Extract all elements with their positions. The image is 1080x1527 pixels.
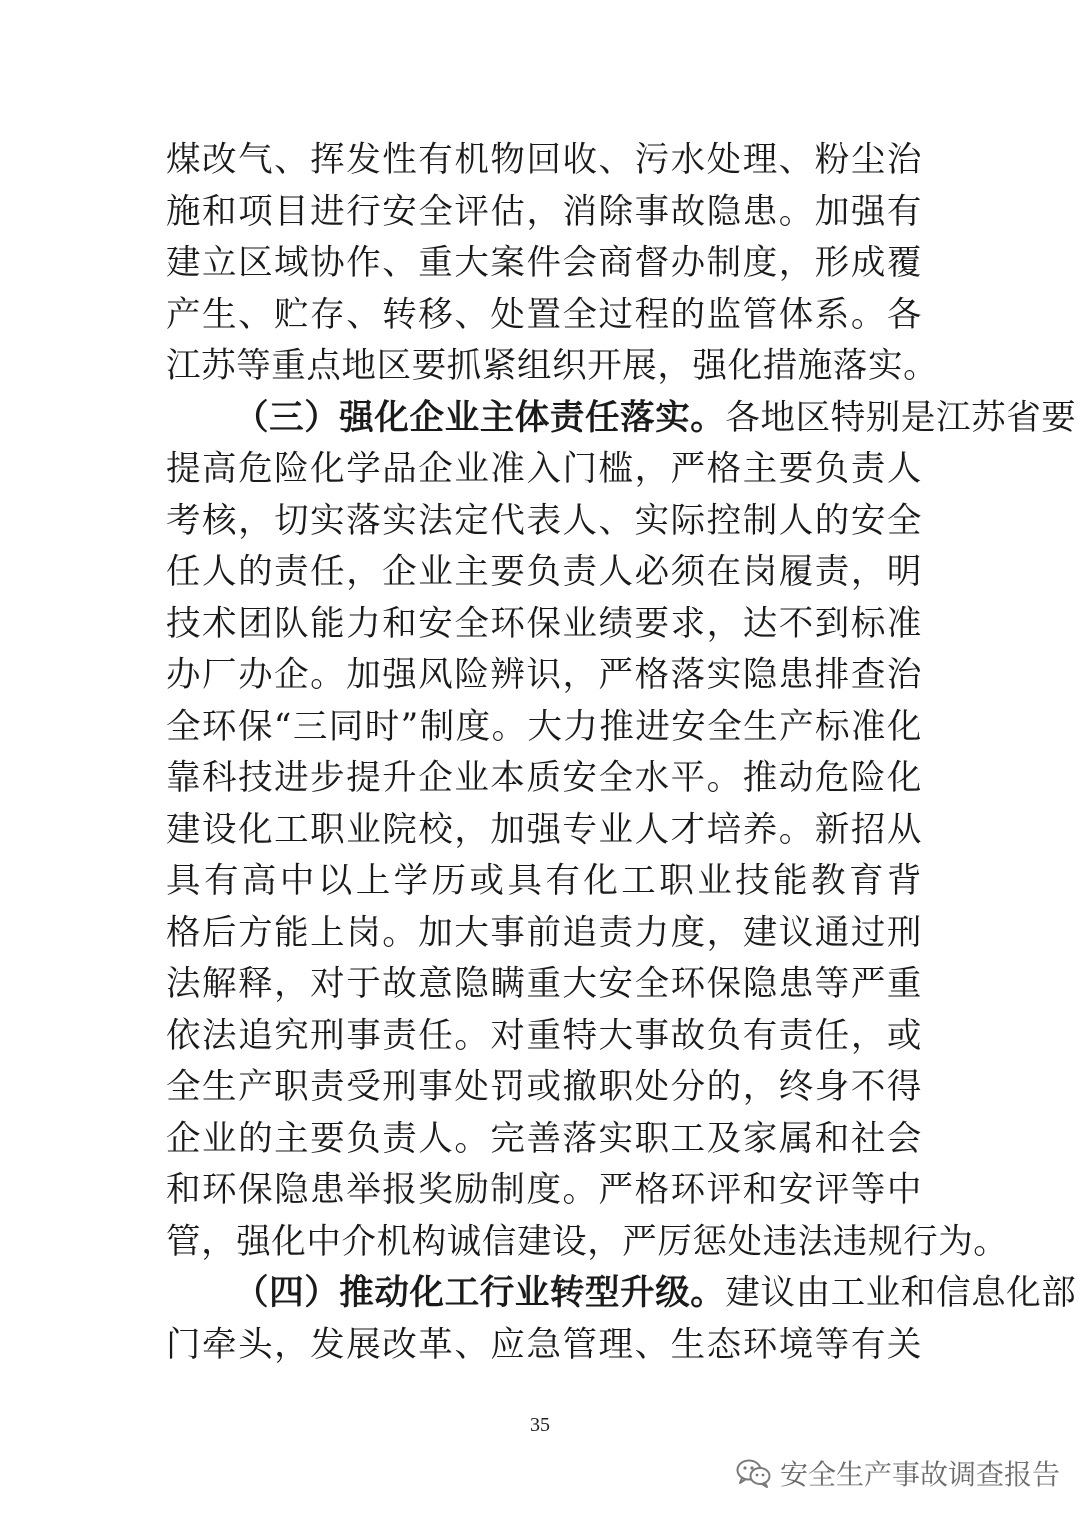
text-line: 法解释，对于故意隐瞒重大安全环保隐患等严重 xyxy=(166,964,922,1004)
section-3-heading: （三）强化企业主体责任落实。 xyxy=(234,397,726,438)
section-3-first-line xyxy=(166,393,1077,445)
text-line: 办厂办企。加强风险辨识，严格落实隐患排查治 xyxy=(166,655,922,695)
text-line: 建立区域协作、重大案件会商督办制度，形成覆 xyxy=(166,243,922,283)
text-line: 依法追究刑事责任。对重特大事故负有责任，或 xyxy=(166,1015,922,1056)
section-3-first-line-text: 各地区特别是江苏省要 xyxy=(725,397,1077,438)
text-line: 施和项目进行安全评估，消除事故隐患。加强有 xyxy=(166,191,922,232)
text-line: 技术团队能力和安全环保业绩要求，达不到标准 xyxy=(166,603,922,644)
watermark xyxy=(736,1448,1060,1498)
text-line: 建设化工职业院校，加强专业人才培养。新招从 xyxy=(166,809,922,850)
text-line: 管，强化中介机构诚信建设，严厉惩处违法违规行为。 xyxy=(166,1221,1009,1262)
text-line: 任人的责任，企业主要负责人必须在岗履责，明 xyxy=(166,552,922,592)
section-4-first-line-text: 建议由工业和信息化部 xyxy=(725,1273,1077,1313)
text-line: 江苏等重点地区要抓紧组织开展，强化措施落实。 xyxy=(166,346,939,386)
text-line: 和环保隐患举报奖励制度。严格环评和安评等中 xyxy=(166,1170,922,1210)
wechat-icon xyxy=(736,1458,772,1488)
page-number: 35 xyxy=(530,1414,550,1436)
section-4-first-line xyxy=(166,1268,1077,1320)
text-line: 企业的主要负责人。完善落实职工及家属和社会 xyxy=(166,1118,922,1159)
text-line: 煤改气、挥发性有机物回收、污水处理、粉尘治 xyxy=(166,140,922,180)
document-body xyxy=(166,135,1077,1371)
section-4-heading: （四）推动化工行业转型升级。 xyxy=(234,1273,726,1313)
text-line: 全环保“三同时”制度。大力推进安全生产标准化 xyxy=(166,706,922,747)
text-line: 具有高中以上学历或具有化工职业技能教育背 xyxy=(166,861,922,901)
text-line: 格后方能上岗。加大事前追责力度，建议通过刑 xyxy=(166,912,922,953)
text-line: 产生、贮存、转移、处置全过程的监管体系。各 xyxy=(166,294,922,335)
text-line: 全生产职责受刑事处罚或撤职处分的，终身不得 xyxy=(166,1067,922,1107)
text-line: 考核，切实落实法定代表人、实际控制人的安全 xyxy=(166,500,922,541)
watermark-text: 安全生产事故调查报告 xyxy=(780,1458,1061,1491)
text-line: 提高危险化学品企业准入门槛，严格主要负责人 xyxy=(166,449,922,489)
text-line: 门牵头，发展改革、应急管理、生态环境等有关 xyxy=(166,1324,922,1365)
text-line: 靠科技进步提升企业本质安全水平。推动危险化 xyxy=(166,758,922,798)
